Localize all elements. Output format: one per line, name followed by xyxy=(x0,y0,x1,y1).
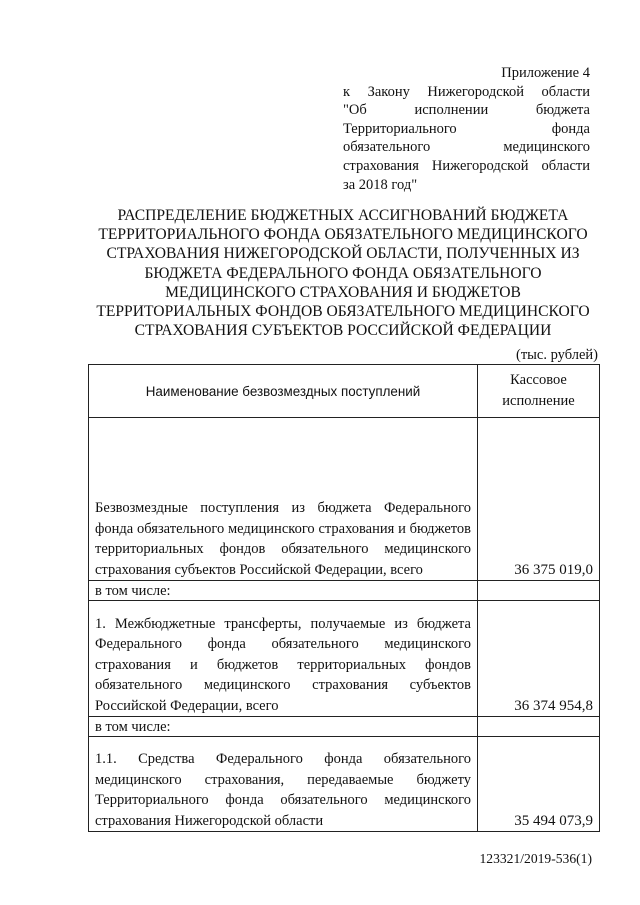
row-description: в том числе: xyxy=(89,717,478,737)
title-line-5: МЕДИЦИНСКОГО СТРАХОВАНИЯ И БЮДЖЕТОВ xyxy=(165,283,521,301)
row-description: 1.1. Средства Федерального фонда обязательного медицинского страхования, передаваемые бюджету Территориального фонда обязательного медицинского страхования Нижегородской области xyxy=(89,737,478,832)
table-row xyxy=(89,717,600,737)
row-amount: 35 494 073,9 xyxy=(478,737,600,832)
receipts-table xyxy=(88,364,600,832)
row-amount xyxy=(478,581,600,601)
title-line-4: БЮДЖЕТА ФЕДЕРАЛЬНОГО ФОНДА ОБЯЗАТЕЛЬНОГО xyxy=(144,264,542,282)
title-line-6: ТЕРРИТОРИАЛЬНЫХ ФОНДОВ ОБЯЗАТЕЛЬНОГО МЕДИЦИНСКОГО xyxy=(96,303,590,321)
appendix-year-line: за 2018 год" xyxy=(343,176,418,193)
appendix-law-title-line: "Об исполнении бюджета xyxy=(343,102,590,119)
table-row xyxy=(89,737,600,832)
table-row xyxy=(89,601,600,717)
row-amount xyxy=(478,717,600,737)
table-row xyxy=(89,418,600,581)
appendix-number: Приложение 4 xyxy=(501,65,590,81)
header-name-cell: Наименование безвозмездных поступлений xyxy=(89,365,478,418)
appendix-region-line: страхования Нижегородской области xyxy=(343,157,590,174)
row-description: в том числе: xyxy=(89,581,478,601)
document-code: 123321/2019-536(1) xyxy=(479,851,592,866)
title-line-1: РАСПРЕДЕЛЕНИЕ БЮДЖЕТНЫХ АССИГНОВАНИЙ БЮДЖЕТА xyxy=(117,207,569,224)
header-amount-cell xyxy=(478,365,600,418)
row-amount: 36 374 954,8 xyxy=(478,601,600,717)
table-row xyxy=(89,581,600,601)
title-line-2: ТЕРРИТОРИАЛЬНОГО ФОНДА ОБЯЗАТЕЛЬНОГО МЕДИЦИНСКОГО xyxy=(98,226,588,244)
appendix-law-line: к Закону Нижегородской области xyxy=(343,83,590,100)
row-description: 1. Межбюджетные трансферты, получаемые из бюджета Федерального фонда обязательного медицинского страхования и бюджетов территориальных фондов обязательного медицинского страхования субъектов Российской Федерации, всего xyxy=(89,601,478,717)
appendix-insurance-line: обязательного медицинского xyxy=(343,139,590,156)
title-line-3: СТРАХОВАНИЯ НИЖЕГОРОДСКОЙ ОБЛАСТИ, ПОЛУЧЕННЫХ ИЗ xyxy=(106,245,580,263)
appendix-fund-line: Территориального фонда xyxy=(343,120,590,137)
header-amount-line-2: исполнение xyxy=(502,393,575,409)
document-title xyxy=(60,206,626,340)
table-header-row xyxy=(89,365,600,418)
title-line-7: СТРАХОВАНИЯ СУБЪЕКТОВ РОССИЙСКОЙ ФЕДЕРАЦИИ xyxy=(134,322,552,340)
header-amount-line-1: Кассовое xyxy=(510,372,567,388)
units-label: (тыс. рублей) xyxy=(516,347,598,363)
row-amount: 36 375 019,0 xyxy=(478,418,600,581)
appendix-block xyxy=(343,64,590,194)
row-description: Безвозмездные поступления из бюджета Федерального фонда обязательного медицинского страхования и бюджетов территориальных фондов обязательного медицинского страхования субъектов Российской Федерации, всего xyxy=(89,418,478,581)
